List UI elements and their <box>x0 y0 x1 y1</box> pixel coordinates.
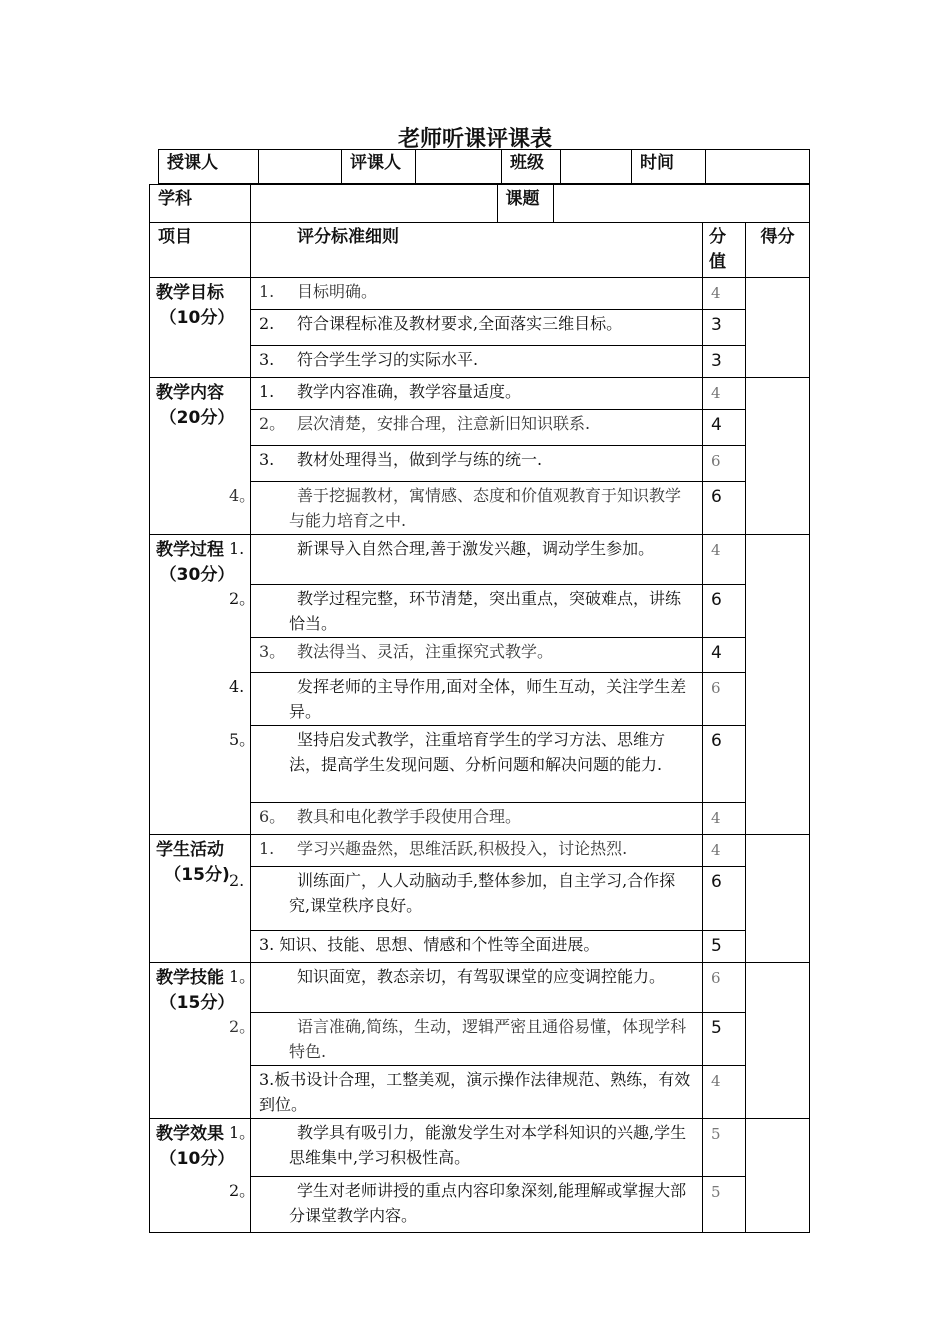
point-value: 6 <box>703 867 746 931</box>
criteria-item: 1. 新课导入自然合理,善于激发兴趣，调动学生参加。 <box>251 535 703 585</box>
section-category <box>150 278 251 378</box>
criteria-item: 1。 知识面宽，教态亲切，有驾驭课堂的应变调控能力。 <box>251 963 703 1013</box>
point-value: 3 <box>703 346 746 378</box>
class-field[interactable] <box>561 150 632 184</box>
point-value: 6 <box>703 446 746 482</box>
topic-label: 课题 <box>497 185 553 222</box>
col-criteria: 评分标准细则 <box>251 223 703 278</box>
criteria-item: 1. 学习兴趣盎然，思维活跃,积极投入，讨论热烈. <box>251 835 703 867</box>
score-field[interactable] <box>746 835 810 963</box>
criteria-item: 3. 教材处理得当，做到学与练的统一. <box>251 446 703 482</box>
point-value: 6 <box>703 963 746 1013</box>
score-field[interactable] <box>746 535 810 835</box>
point-value: 6 <box>703 482 746 535</box>
col-points: 分值 <box>703 223 746 278</box>
subject-topic-row <box>251 185 809 222</box>
point-value: 5 <box>703 1177 746 1233</box>
score-field[interactable] <box>746 1119 810 1233</box>
point-value: 6 <box>703 585 746 638</box>
section-points: （20分） <box>159 408 235 428</box>
point-value: 4 <box>703 803 746 835</box>
criteria-item: 2。 学生对老师讲授的重点内容印象深刻,能理解或掌握大部分课堂教学内容。 <box>251 1177 703 1233</box>
subject-field[interactable] <box>251 185 497 222</box>
criteria-item: 4. 发挥老师的主导作用,面对全体，师生互动，关注学生差异。 <box>251 673 703 726</box>
page-title: 老师听课评课表 <box>397 127 552 152</box>
point-value: 4 <box>703 278 746 310</box>
criteria-item: 2. 训练面广，人人动脑动手,整体参加，自主学习,合作探究,课堂秩序良好。 <box>251 867 703 931</box>
criteria-item: 1. 教学内容准确，教学容量适度。 <box>251 378 703 410</box>
teacher-field[interactable] <box>259 150 342 184</box>
time-label: 时间 <box>632 150 706 184</box>
score-field[interactable] <box>746 963 810 1119</box>
reviewer-label: 评课人 <box>342 150 416 184</box>
time-field[interactable] <box>706 150 810 184</box>
class-label: 班级 <box>502 150 561 184</box>
topic-field[interactable] <box>553 185 809 222</box>
section-name: 教学目标 <box>156 283 224 303</box>
reviewer-field[interactable] <box>416 150 502 184</box>
criteria-item: 2。 语言准确,简练，生动，逻辑严密且通俗易懂，体现学科特色. <box>251 1013 703 1066</box>
criteria-item: 3.板书设计合理，工整美观，演示操作法律规范、熟练，有效到位。 <box>251 1066 703 1119</box>
point-value: 4 <box>703 378 746 410</box>
criteria-item: 3. 符合学生学习的实际水平. <box>251 346 703 378</box>
criteria-item: 3. 知识、技能、思想、情感和个性等全面进展。 <box>251 931 703 963</box>
point-value: 5 <box>703 931 746 963</box>
point-value: 5 <box>703 1119 746 1177</box>
criteria-item: 6。 教具和电化教学手段使用合理。 <box>251 803 703 835</box>
criteria-item: 2。 层次清楚，安排合理，注意新旧知识联系. <box>251 410 703 446</box>
section-points: （10分） <box>159 308 235 328</box>
section-name: 教学效果 <box>156 1124 224 1144</box>
subject-label: 学科 <box>150 185 251 223</box>
col-project: 项目 <box>150 223 251 278</box>
header-table <box>158 149 810 184</box>
section-points: （15分） <box>159 993 235 1013</box>
criteria-item: 2。 教学过程完整，环节清楚，突出重点，突破难点，讲练恰当。 <box>251 585 703 638</box>
point-value: 6 <box>703 673 746 726</box>
criteria-item: 2. 符合课程标准及教材要求,全面落实三维目标。 <box>251 310 703 346</box>
section-name: 学生活动 <box>156 840 224 860</box>
section-category <box>150 378 251 535</box>
point-value: 4 <box>703 1066 746 1119</box>
point-value: 4 <box>703 410 746 446</box>
point-value: 4 <box>703 835 746 867</box>
point-value: 4 <box>703 535 746 585</box>
point-value: 6 <box>703 726 746 803</box>
teacher-label: 授课人 <box>159 150 259 184</box>
score-field[interactable] <box>746 278 810 378</box>
section-name: 教学技能 <box>156 968 224 988</box>
col-score: 得分 <box>746 223 810 278</box>
criteria-item: 4。 善于挖掘教材，寓情感、态度和价值观教育于知识教学与能力培育之中. <box>251 482 703 535</box>
score-field[interactable] <box>746 378 810 535</box>
section-name: 教学内容 <box>156 383 224 403</box>
section-points: （10分） <box>159 1149 235 1169</box>
criteria-item: 1. 目标明确。 <box>251 278 703 310</box>
point-value: 3 <box>703 310 746 346</box>
point-value: 5 <box>703 1013 746 1066</box>
section-points: （15分) <box>164 865 230 885</box>
evaluation-table <box>149 184 810 1233</box>
section-category <box>150 835 251 963</box>
criteria-item: 3。 教法得当、灵活，注重探究式教学。 <box>251 638 703 673</box>
criteria-item: 1。 教学具有吸引力，能激发学生对本学科知识的兴趣,学生思维集中,学习积极性高。 <box>251 1119 703 1177</box>
point-value: 4 <box>703 638 746 673</box>
section-name: 教学过程 <box>156 540 224 560</box>
section-points: （30分） <box>159 565 235 585</box>
criteria-item: 5。 坚持启发式教学，注重培育学生的学习方法、思维方法，提高学生发现问题、分析问题和解决问题的能力. <box>251 726 703 803</box>
